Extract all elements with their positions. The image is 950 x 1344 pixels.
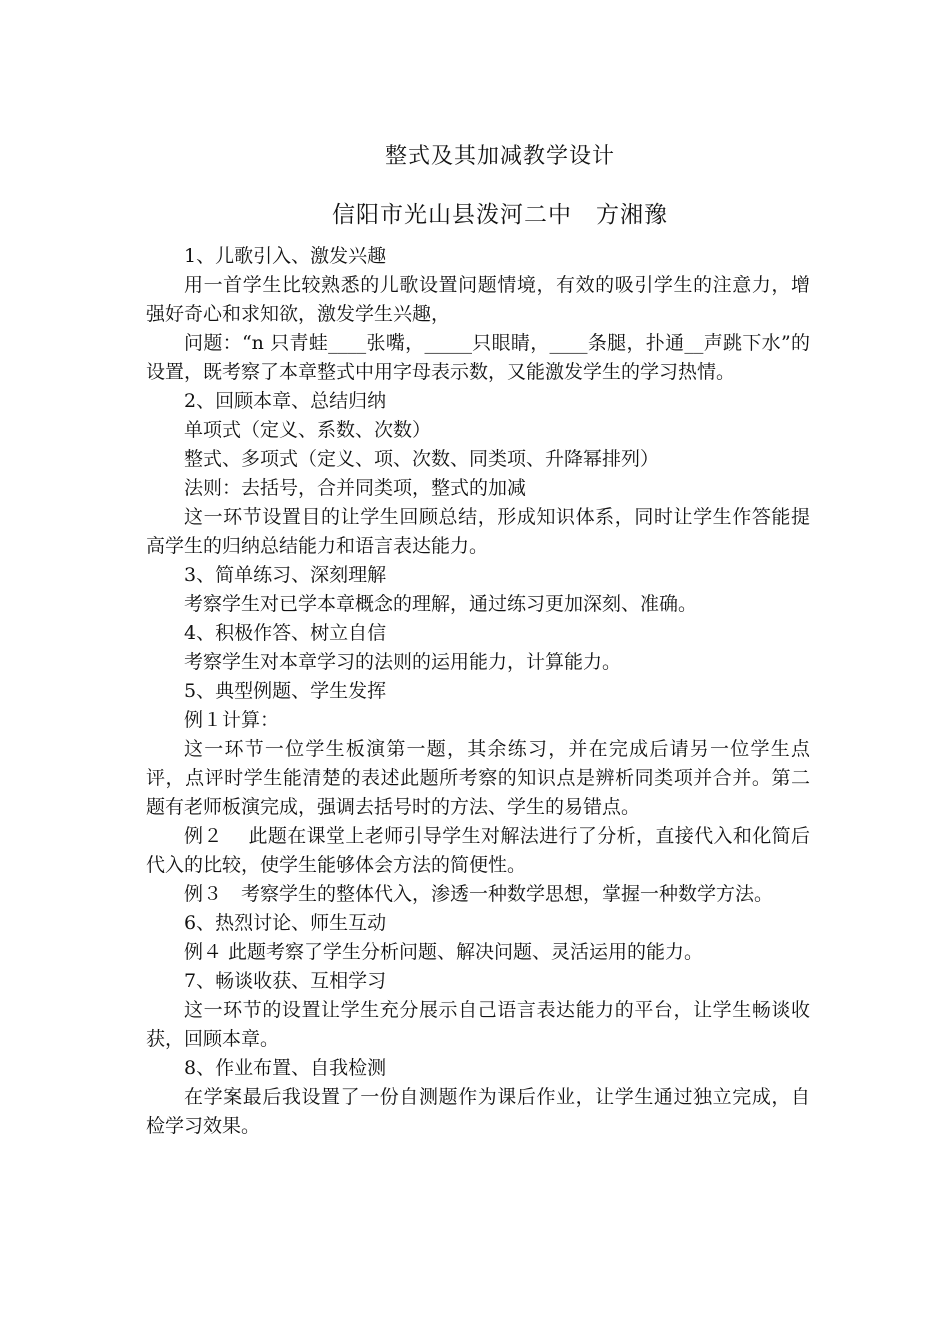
paragraph: 这一环节设置目的让学生回顾总结，形成知识体系，同时让学生作答能提高学生的归纳总结能力和语言表达能力。 xyxy=(146,506,810,557)
document-title: 整式及其加减教学设计 xyxy=(384,144,615,169)
paragraph: 例３ 考察学生的整体代入，渗透一种数学思想，掌握一种数学方法。 xyxy=(184,883,774,905)
paragraph: 单项式（定义、系数、次数） xyxy=(184,419,432,441)
paragraph: 考察学生对本章学习的法则的运用能力，计算能力。 xyxy=(184,651,622,673)
paragraph: 例４ 此题考察了学生分析问题、解决问题、灵活运用的能力。 xyxy=(184,941,704,963)
document-author: 信阳市光山县泼河二中 方湘豫 xyxy=(332,202,668,228)
section-heading-6: 6、热烈讨论、师生互动 xyxy=(184,912,387,934)
section-heading-2: 2、回顾本章、总结归纳 xyxy=(184,390,387,412)
section-heading-8: 8、作业布置、自我检测 xyxy=(184,1057,387,1079)
section-heading-5: 5、典型例题、学生发挥 xyxy=(184,680,387,702)
section-heading-3: 3、简单练习、深刻理解 xyxy=(184,564,387,586)
paragraph: 这一环节的设置让学生充分展示自己语言表达能力的平台，让学生畅谈收获，回顾本章。 xyxy=(146,999,810,1050)
paragraph: 考察学生对已学本章概念的理解，通过练习更加深刻、准确。 xyxy=(184,593,698,615)
section-heading-4: 4、积极作答、树立自信 xyxy=(184,622,387,644)
paragraph: 用一首学生比较熟悉的儿歌设置问题情境，有效的吸引学生的注意力，增强好奇心和求知欲，激发学生兴趣， xyxy=(146,274,810,325)
paragraph: 例２ 此题在课堂上老师引导学生对解法进行了分析，直接代入和化简后代入的比较，使学生能够体会方法的简便性。 xyxy=(146,825,810,876)
document-body xyxy=(146,242,810,1141)
section-heading-7: 7、畅谈收获、互相学习 xyxy=(184,970,387,992)
paragraph: 整式、多项式（定义、项、次数、同类项、升降幂排列） xyxy=(184,448,660,470)
paragraph: 这一环节一位学生板演第一题，其余练习，并在完成后请另一位学生点评，点评时学生能清楚的表述此题所考察的知识点是辨析同类项并合并。第二题有老师板演完成，强调去括号时的方法、学生的易错点。 xyxy=(146,738,810,818)
paragraph: 例１计算： xyxy=(184,709,280,731)
paragraph: 问题：“n 只青蛙____张嘴，_____只眼睛，____条腿，扑通__声跳下水”的设置，既考察了本章整式中用字母表示数，又能激发学生的学习热情。 xyxy=(146,332,810,383)
paragraph: 法则：去括号，合并同类项，整式的加减 xyxy=(184,477,527,499)
section-heading-1: 1、儿歌引入、激发兴趣 xyxy=(184,245,387,267)
paragraph: 在学案最后我设置了一份自测题作为课后作业，让学生通过独立完成，自检学习效果。 xyxy=(146,1086,810,1137)
